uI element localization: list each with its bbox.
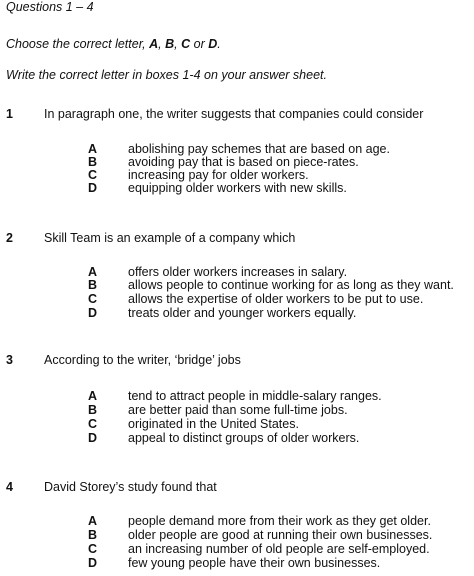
option-text: allows the expertise of older workers to be put to use. [128, 292, 424, 306]
instruction-answer-sheet: Write the correct letter in boxes 1-4 on your answer sheet. [6, 68, 327, 82]
option-letter: B [88, 403, 98, 417]
question-text: Skill Team is an example of a company which [44, 231, 296, 245]
instruction-text-post: . [217, 37, 221, 51]
instruction-text-pre: Choose the correct letter, [6, 37, 150, 51]
question-number: 1 [6, 107, 13, 121]
option-letter: A [88, 142, 98, 156]
instruction-letter-d: D [208, 37, 218, 51]
instruction-sep-2: , [174, 37, 182, 51]
instruction-letter-c: C [181, 37, 191, 51]
questions-heading: Questions 1 – 4 [6, 0, 94, 14]
option-text: people demand more from their work as they get older. [128, 514, 431, 528]
option-letter: D [88, 556, 98, 570]
option-letter: D [88, 306, 98, 320]
option-text: older people are good at running their own businesses. [128, 528, 433, 542]
option-letter: B [88, 155, 98, 169]
option-letter: B [88, 528, 98, 542]
option-text: offers older workers increases in salary. [128, 265, 348, 279]
instruction-choose-letter [6, 37, 221, 51]
option-text: originated in the United States. [128, 417, 299, 431]
option-text: few young people have their own businesses. [128, 556, 381, 570]
question-number: 2 [6, 231, 13, 245]
option-text: abolishing pay schemes that are based on age. [128, 142, 390, 156]
option-text: are better paid than some full-time jobs. [128, 403, 348, 417]
question-text: According to the writer, ‘bridge’ jobs [44, 353, 241, 367]
question-text: David Storey’s study found that [44, 480, 217, 494]
option-letter: A [88, 389, 98, 403]
option-text: equipping older workers with new skills. [128, 181, 347, 195]
option-letter: C [88, 417, 98, 431]
option-letter: C [88, 542, 98, 556]
option-text: increasing pay for older workers. [128, 168, 309, 182]
option-text: treats older and younger workers equally. [128, 306, 357, 320]
option-letter: A [88, 514, 98, 528]
instruction-letter-b: B [165, 37, 175, 51]
question-number: 4 [6, 480, 13, 494]
option-text: appeal to distinct groups of older workers. [128, 431, 360, 445]
option-text: tend to attract people in middle-salary ranges. [128, 389, 382, 403]
instruction-sep-1: , [158, 37, 166, 51]
option-letter: D [88, 431, 98, 445]
option-letter: C [88, 292, 98, 306]
question-text: In paragraph one, the writer suggests that companies could consider [44, 107, 424, 121]
question-number: 3 [6, 353, 13, 367]
option-text: avoiding pay that is based on piece-rates. [128, 155, 359, 169]
option-text: allows people to continue working for as long as they want. [128, 278, 454, 292]
option-letter: B [88, 278, 98, 292]
option-text: an increasing number of old people are self-employed. [128, 542, 430, 556]
instruction-sep-3: or [190, 37, 209, 51]
option-letter: D [88, 181, 98, 195]
instruction-letter-a: A [149, 37, 159, 51]
option-letter: C [88, 168, 98, 182]
option-letter: A [88, 265, 98, 279]
